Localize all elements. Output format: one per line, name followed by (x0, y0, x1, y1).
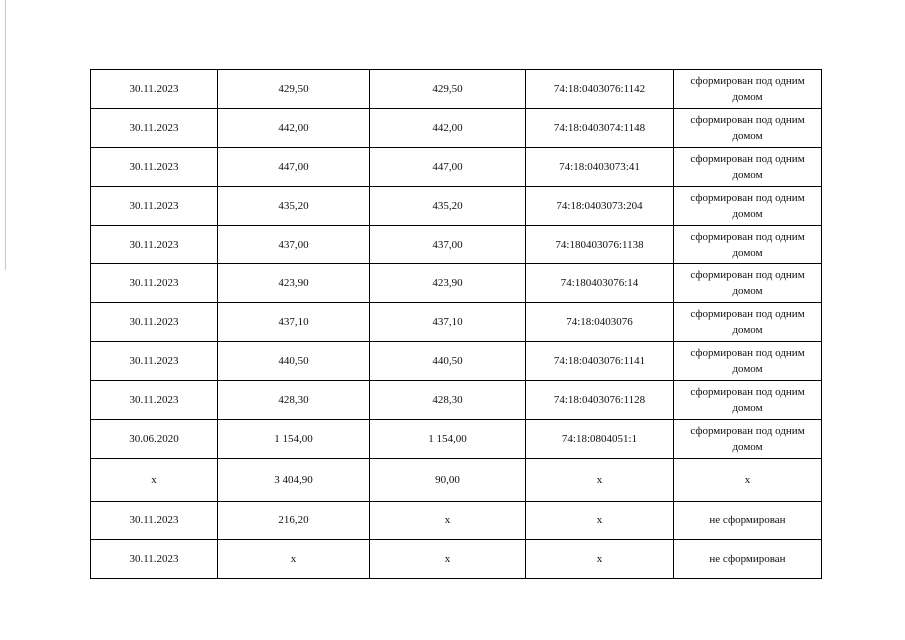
cell-area-secondary: 437,10 (370, 303, 526, 342)
cell-cadastral-number: 74:18:0403076:1141 (526, 342, 674, 381)
cell-cadastral-number: 74:18:0403076:1142 (526, 70, 674, 109)
table-row (91, 342, 822, 381)
cell-area-secondary: 90,00 (370, 458, 526, 501)
page-scan-edge (5, 0, 6, 270)
cell-area-total: 440,50 (218, 342, 370, 381)
cell-date: 30.11.2023 (91, 70, 218, 109)
cell-area-secondary: х (370, 501, 526, 540)
cell-area-total: 1 154,00 (218, 420, 370, 459)
table-row (91, 108, 822, 147)
table-row (91, 225, 822, 264)
cell-status: сформирован под одним домом (674, 225, 822, 264)
cell-area-total: 423,90 (218, 264, 370, 303)
cell-date: 30.11.2023 (91, 147, 218, 186)
cell-cadastral-number: х (526, 501, 674, 540)
cell-status: сформирован под одним домом (674, 70, 822, 109)
cell-area-total: 428,30 (218, 381, 370, 420)
cell-date: 30.06.2020 (91, 420, 218, 459)
cell-area-secondary: 429,50 (370, 70, 526, 109)
cell-cadastral-number: х (526, 540, 674, 579)
cell-cadastral-number: 74:180403076:1138 (526, 225, 674, 264)
table-row (91, 264, 822, 303)
cell-status: не сформирован (674, 540, 822, 579)
cell-area-secondary: 437,00 (370, 225, 526, 264)
cell-status: сформирован под одним домом (674, 108, 822, 147)
table-row (91, 501, 822, 540)
cell-cadastral-number: 74:18:0403076 (526, 303, 674, 342)
cell-area-total: 435,20 (218, 186, 370, 225)
cell-date: 30.11.2023 (91, 501, 218, 540)
cell-status: не сформирован (674, 501, 822, 540)
cell-area-total: 3 404,90 (218, 458, 370, 501)
cell-cadastral-number: х (526, 458, 674, 501)
cell-status: сформирован под одним домом (674, 381, 822, 420)
cell-area-secondary: 1 154,00 (370, 420, 526, 459)
cell-area-total: х (218, 540, 370, 579)
cell-status: сформирован под одним домом (674, 264, 822, 303)
cell-area-secondary: 435,20 (370, 186, 526, 225)
cell-date: 30.11.2023 (91, 540, 218, 579)
cell-area-secondary: 428,30 (370, 381, 526, 420)
cell-area-total: 437,10 (218, 303, 370, 342)
cell-status: сформирован под одним домом (674, 147, 822, 186)
cell-date: 30.11.2023 (91, 381, 218, 420)
table-row (91, 70, 822, 109)
table-row (91, 147, 822, 186)
cell-cadastral-number: 74:18:0403074:1148 (526, 108, 674, 147)
cell-status: х (674, 458, 822, 501)
cell-date: х (91, 458, 218, 501)
cell-cadastral-number: 74:18:0403073:204 (526, 186, 674, 225)
cell-date: 30.11.2023 (91, 264, 218, 303)
cell-area-secondary: х (370, 540, 526, 579)
cell-cadastral-number: 74:18:0403076:1128 (526, 381, 674, 420)
table-row (91, 458, 822, 501)
land-plot-table (90, 69, 822, 579)
cell-date: 30.11.2023 (91, 342, 218, 381)
cell-status: сформирован под одним домом (674, 186, 822, 225)
cell-status: сформирован под одним домом (674, 420, 822, 459)
cell-area-secondary: 440,50 (370, 342, 526, 381)
cell-cadastral-number: 74:180403076:14 (526, 264, 674, 303)
cell-date: 30.11.2023 (91, 186, 218, 225)
cell-status: сформирован под одним домом (674, 342, 822, 381)
cell-area-total: 447,00 (218, 147, 370, 186)
table-body (91, 70, 822, 579)
table-row (91, 540, 822, 579)
cell-area-secondary: 423,90 (370, 264, 526, 303)
table-row (91, 381, 822, 420)
cell-area-secondary: 447,00 (370, 147, 526, 186)
cell-date: 30.11.2023 (91, 303, 218, 342)
cell-cadastral-number: 74:18:0804051:1 (526, 420, 674, 459)
cell-date: 30.11.2023 (91, 225, 218, 264)
cell-cadastral-number: 74:18:0403073:41 (526, 147, 674, 186)
table-row (91, 420, 822, 459)
cell-area-secondary: 442,00 (370, 108, 526, 147)
cell-area-total: 437,00 (218, 225, 370, 264)
table-row (91, 303, 822, 342)
cell-date: 30.11.2023 (91, 108, 218, 147)
cell-area-total: 216,20 (218, 501, 370, 540)
table-row (91, 186, 822, 225)
cell-area-total: 429,50 (218, 70, 370, 109)
cell-status: сформирован под одним домом (674, 303, 822, 342)
cell-area-total: 442,00 (218, 108, 370, 147)
